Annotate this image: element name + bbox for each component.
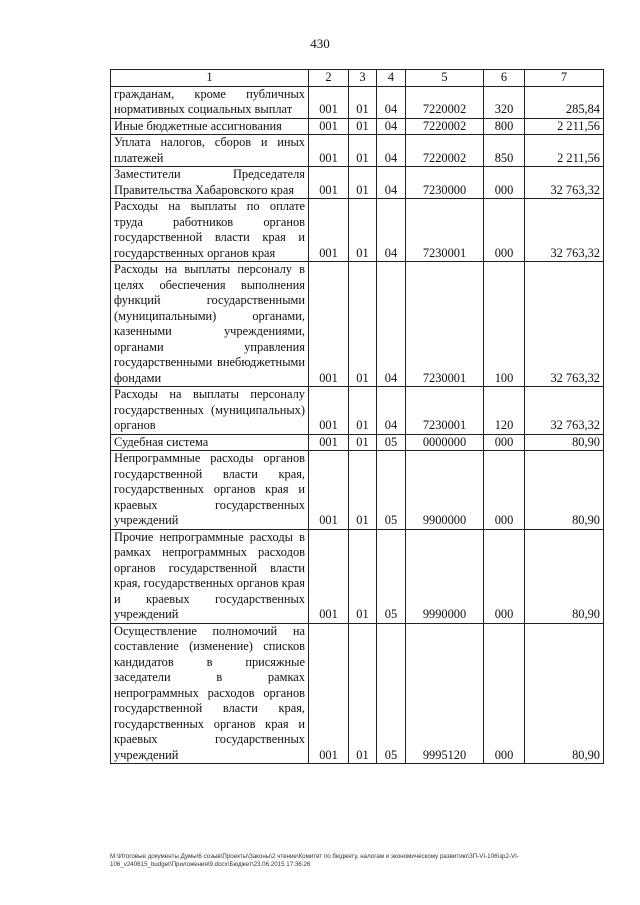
table-row xyxy=(111,387,604,435)
ministry-code-cell: 001 xyxy=(309,451,349,530)
page-number: 430 xyxy=(310,36,330,51)
ministry-code-cell: 001 xyxy=(309,623,349,764)
table-row xyxy=(111,623,604,764)
column-header: 5 xyxy=(406,70,484,87)
expense-type-cell: 000 xyxy=(484,529,525,623)
section-cell: 01 xyxy=(349,623,377,764)
subsection-cell: 05 xyxy=(377,434,406,451)
subsection-cell: 04 xyxy=(377,118,406,135)
ministry-code-cell: 001 xyxy=(309,118,349,135)
column-header: 7 xyxy=(525,70,604,87)
target-article-cell: 7220002 xyxy=(406,135,484,167)
ministry-code-cell: 001 xyxy=(309,262,349,387)
section-cell: 01 xyxy=(349,135,377,167)
expense-type-cell: 100 xyxy=(484,262,525,387)
row-name-cell: Расходы на выплаты персоналу в целях обеспечения выполнения функций государственными (муниципальными) органами, казенными учреждениями, органами управления государственными внебюджетными фондами xyxy=(111,262,309,387)
section-cell: 01 xyxy=(349,167,377,199)
table-row xyxy=(111,262,604,387)
section-cell: 01 xyxy=(349,262,377,387)
amount-cell: 32 763,32 xyxy=(525,199,604,262)
ministry-code-cell: 001 xyxy=(309,529,349,623)
expense-type-cell: 800 xyxy=(484,118,525,135)
expense-type-cell: 000 xyxy=(484,451,525,530)
table-row xyxy=(111,118,604,135)
ministry-code-cell: 001 xyxy=(309,199,349,262)
budget-table xyxy=(110,69,604,764)
column-header: 6 xyxy=(484,70,525,87)
subsection-cell: 04 xyxy=(377,135,406,167)
subsection-cell: 04 xyxy=(377,262,406,387)
section-cell: 01 xyxy=(349,529,377,623)
target-article-cell: 7230001 xyxy=(406,199,484,262)
section-cell: 01 xyxy=(349,86,377,118)
ministry-code-cell: 001 xyxy=(309,86,349,118)
table-row xyxy=(111,167,604,199)
header-row xyxy=(111,70,604,87)
amount-cell: 2 211,56 xyxy=(525,118,604,135)
ministry-code-cell: 001 xyxy=(309,135,349,167)
expense-type-cell: 000 xyxy=(484,199,525,262)
expense-type-cell: 850 xyxy=(484,135,525,167)
section-cell: 01 xyxy=(349,387,377,435)
ministry-code-cell: 001 xyxy=(309,434,349,451)
table-row xyxy=(111,86,604,118)
section-cell: 01 xyxy=(349,434,377,451)
expense-type-cell: 000 xyxy=(484,167,525,199)
row-name-cell: гражданам, кроме публичных нормативных социальных выплат xyxy=(111,86,309,118)
table-row xyxy=(111,529,604,623)
row-name-cell: Заместители Председателя Правительства Хабаровского края xyxy=(111,167,309,199)
subsection-cell: 05 xyxy=(377,529,406,623)
amount-cell: 285,84 xyxy=(525,86,604,118)
file-path-footer: M:\Итоговые документы Думы\6 созыв\Проекты\Законы\2 чтение\Комитет по бюджету, налогам и экономическому развитию\ЗП-VI-106\зр2-VI-106_v240615_budget\Приложения\9.docx\Бюджет\23.06.2015 17:36:26 xyxy=(110,853,519,868)
subsection-cell: 05 xyxy=(377,451,406,530)
subsection-cell: 04 xyxy=(377,167,406,199)
amount-cell: 80,90 xyxy=(525,451,604,530)
ministry-code-cell: 001 xyxy=(309,387,349,435)
row-name-cell: Расходы на выплаты по оплате труда работников органов государственной власти края и государственных органов края xyxy=(111,199,309,262)
table-row xyxy=(111,451,604,530)
ministry-code-cell: 001 xyxy=(309,167,349,199)
row-name-cell: Иные бюджетные ассигнования xyxy=(111,118,309,135)
subsection-cell: 04 xyxy=(377,387,406,435)
amount-cell: 32 763,32 xyxy=(525,387,604,435)
expense-type-cell: 000 xyxy=(484,434,525,451)
target-article-cell: 9900000 xyxy=(406,451,484,530)
subsection-cell: 05 xyxy=(377,623,406,764)
row-name-cell: Непрограммные расходы органов государственной власти края, государственных органов края и краевых государственных учреждений xyxy=(111,451,309,530)
amount-cell: 80,90 xyxy=(525,529,604,623)
table-row xyxy=(111,199,604,262)
expense-type-cell: 320 xyxy=(484,86,525,118)
column-header: 3 xyxy=(349,70,377,87)
section-cell: 01 xyxy=(349,118,377,135)
target-article-cell: 7230001 xyxy=(406,262,484,387)
expense-type-cell: 000 xyxy=(484,623,525,764)
target-article-cell: 7230001 xyxy=(406,387,484,435)
section-cell: 01 xyxy=(349,199,377,262)
column-header: 1 xyxy=(111,70,309,87)
target-article-cell: 9990000 xyxy=(406,529,484,623)
amount-cell: 2 211,56 xyxy=(525,135,604,167)
table-row xyxy=(111,135,604,167)
table-row xyxy=(111,434,604,451)
subsection-cell: 04 xyxy=(377,199,406,262)
section-cell: 01 xyxy=(349,451,377,530)
amount-cell: 32 763,32 xyxy=(525,262,604,387)
target-article-cell: 7220002 xyxy=(406,118,484,135)
column-header: 2 xyxy=(309,70,349,87)
subsection-cell: 04 xyxy=(377,86,406,118)
row-name-cell: Уплата налогов, сборов и иных платежей xyxy=(111,135,309,167)
amount-cell: 80,90 xyxy=(525,434,604,451)
target-article-cell: 7220002 xyxy=(406,86,484,118)
target-article-cell: 9995120 xyxy=(406,623,484,764)
column-header: 4 xyxy=(377,70,406,87)
amount-cell: 32 763,32 xyxy=(525,167,604,199)
table-body xyxy=(111,86,604,764)
expense-type-cell: 120 xyxy=(484,387,525,435)
target-article-cell: 7230000 xyxy=(406,167,484,199)
row-name-cell: Судебная система xyxy=(111,434,309,451)
row-name-cell: Осуществление полномочий на составление (изменение) списков кандидатов в присяжные заседатели в рамках непрограммных расходов органов государственной власти края, государственных органов края и краевых государственных учреждений xyxy=(111,623,309,764)
target-article-cell: 0000000 xyxy=(406,434,484,451)
amount-cell: 80,90 xyxy=(525,623,604,764)
row-name-cell: Прочие непрограммные расходы в рамках непрограммных расходов органов государственной власти края, государственных органов края и краевых государственных учреждений xyxy=(111,529,309,623)
row-name-cell: Расходы на выплаты персоналу государственных (муниципальных) органов xyxy=(111,387,309,435)
